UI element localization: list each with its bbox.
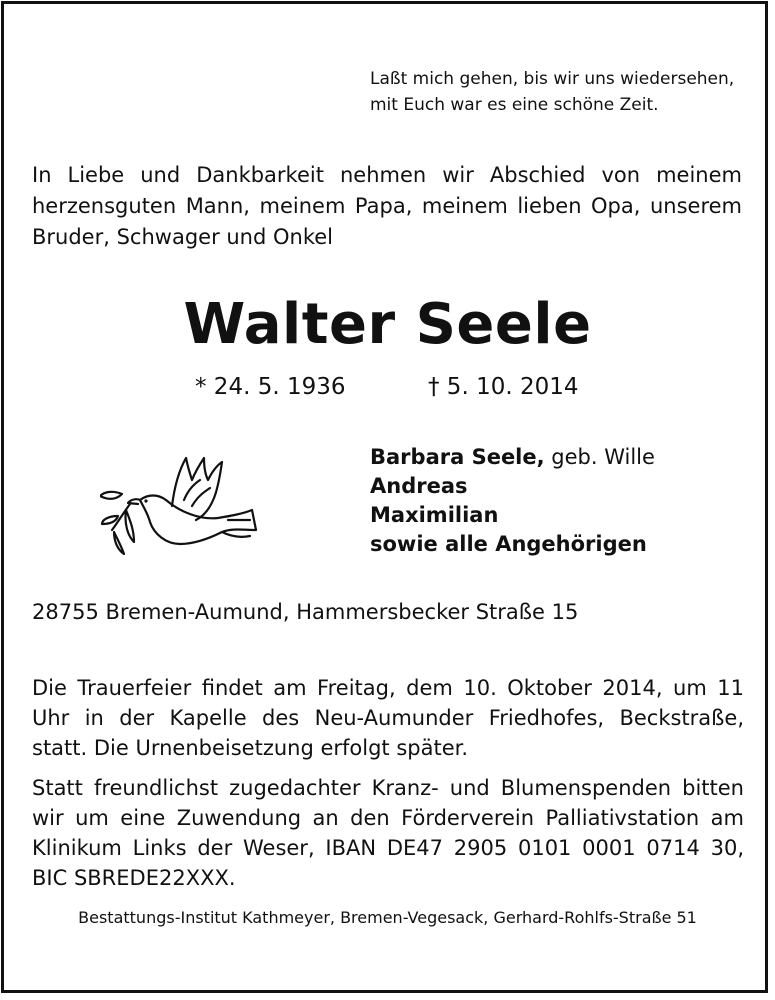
mourner-spouse-name: Barbara Seele,: [370, 445, 545, 469]
birth-date: * 24. 5. 1936: [195, 374, 346, 400]
dove-icon: [100, 450, 260, 560]
undertaker-info: Bestattungs-Institut Kathmeyer, Bremen-Vegesack, Gerhard-Rohlfs-Straße 51: [78, 908, 697, 927]
mourner-child-2: [370, 501, 655, 530]
mourner-child-1: [370, 472, 655, 501]
mourner-spouse: [370, 443, 655, 472]
poem-line-1: Laßt mich gehen, bis wir uns wiedersehen,: [370, 69, 735, 89]
death-date: † 5. 10. 2014: [428, 374, 579, 400]
funeral-service-text: Die Trauerfeier findet am Freitag, dem 10. Oktober 2014, um 11 Uhr in der Kapelle des Neu-Aumunder Friedhofes, Beckstraße, statt. Die Urnenbeisetzung erfolgt später.: [32, 676, 744, 760]
mourners-list: [370, 443, 655, 559]
mourner-spouse-maiden-name: geb. Wille: [544, 445, 655, 469]
deceased-name: Walter Seele: [183, 292, 592, 357]
mourner-relatives-text: sowie alle Angehörigen: [370, 532, 647, 556]
family-address: 28755 Bremen-Aumund, Hammersbecker Straße 15: [32, 600, 579, 624]
mourner-child-2-name: Maximilian: [370, 503, 499, 527]
mourner-child-1-name: Andreas: [370, 474, 468, 498]
poem: [370, 66, 734, 118]
intro-text: In Liebe und Dankbarkeit nehmen wir Abschied von meinem herzensguten Mann, meinem Papa, meinem lieben Opa, unserem Bruder, Schwager und Onkel: [32, 163, 742, 249]
mourner-relatives: [370, 530, 655, 559]
poem-line-2: mit Euch war es eine schöne Zeit.: [370, 95, 659, 115]
donation-request-text: Statt freundlichst zugedachter Kranz- und Blumenspenden bitten wir um eine Zuwendung an den Förderverein Palliativstation am Klinikum Links der Weser, IBAN DE47 2905 0101 0001 0714 30, BIC SBREDE22XXX.: [32, 776, 744, 890]
